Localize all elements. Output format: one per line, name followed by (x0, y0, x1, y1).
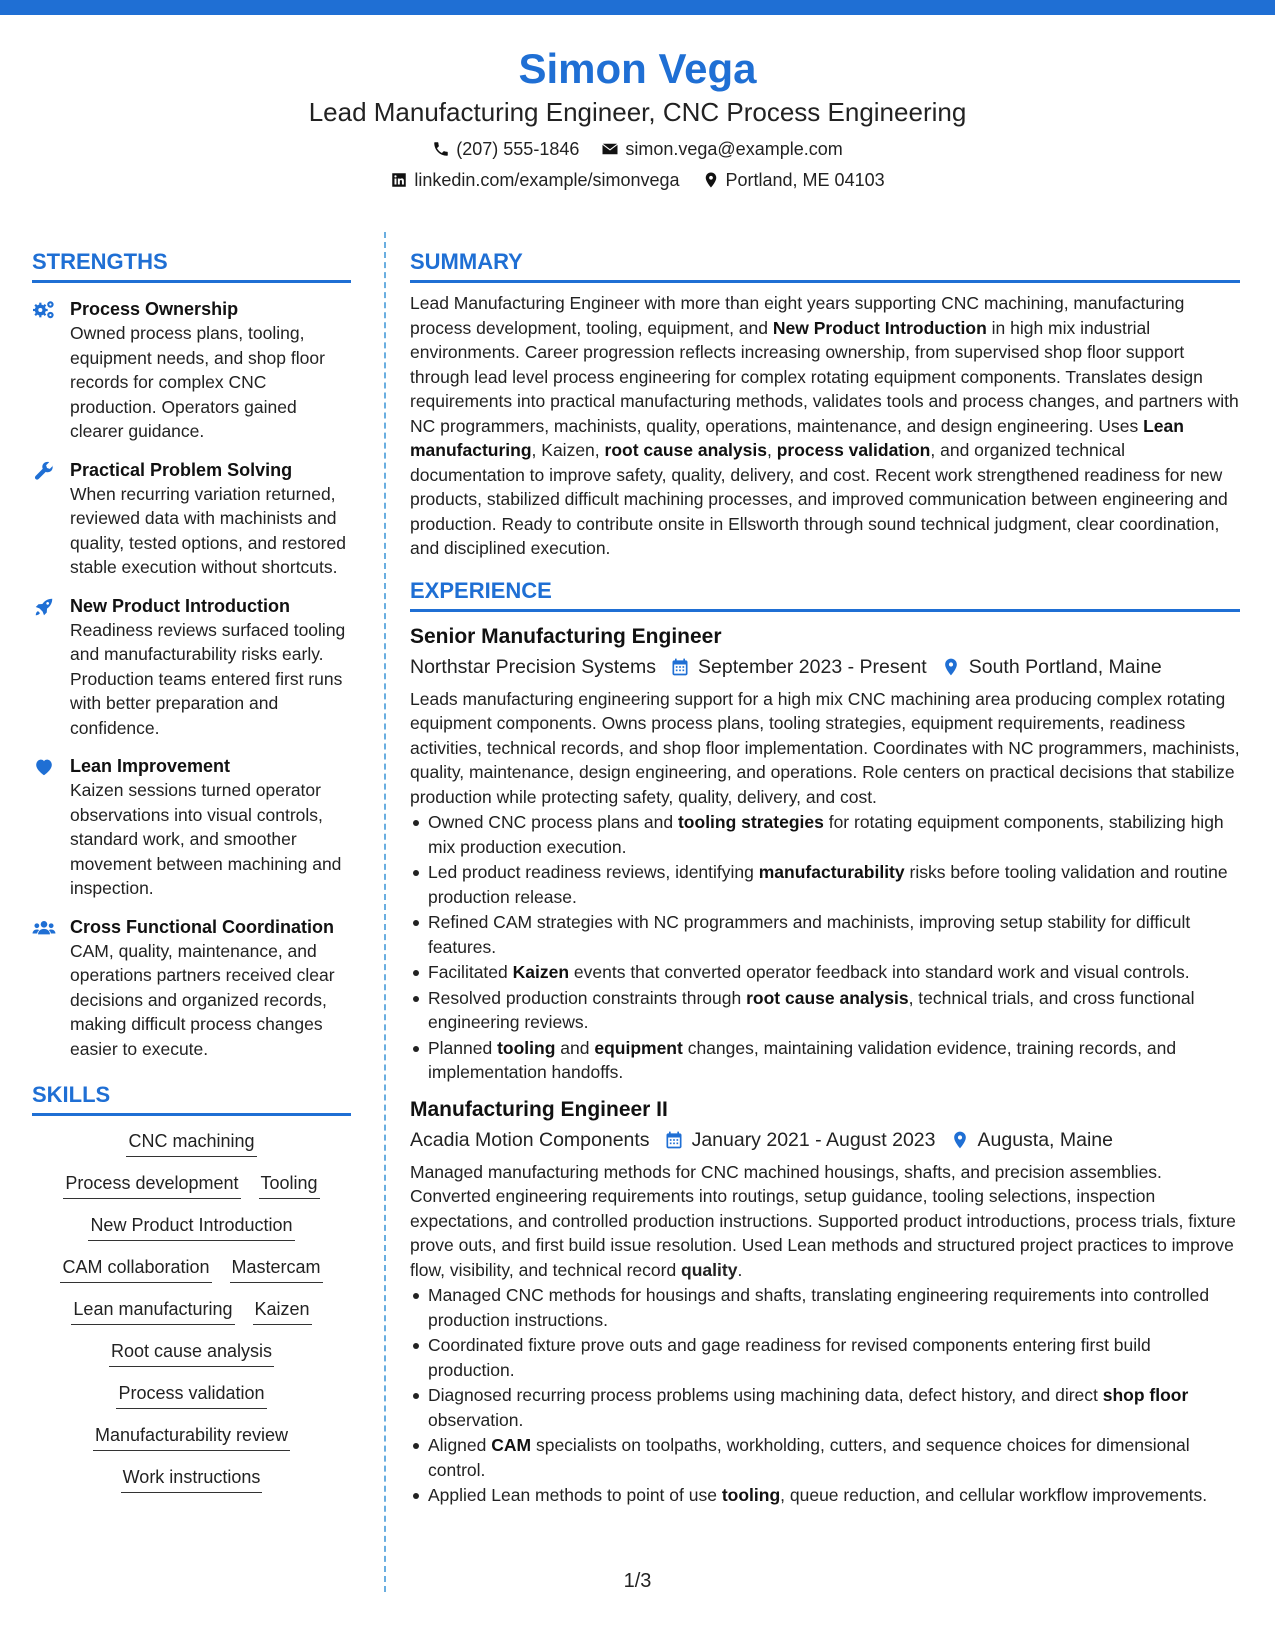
summary-text (410, 291, 1240, 561)
job-meta (410, 1126, 1240, 1154)
text-run: Facilitated (428, 962, 513, 982)
strength-desc: Kaizen sessions turned operator observations into visual controls, standard work, and smoother movement between machining and inspection. (70, 780, 342, 898)
bold-keyword: CAM (491, 1435, 532, 1455)
company-name: Acadia Motion Components (410, 1128, 650, 1151)
candidate-name: Simon Vega (518, 45, 757, 92)
text-run: changes, maintaining validation evidence, training records, and implementation handoffs. (428, 1037, 1177, 1082)
strength-item (32, 594, 351, 741)
skill-tag: CAM collaboration (60, 1254, 211, 1283)
skill-row (60, 1254, 322, 1283)
text-run: Diagnosed recurring process problems using machining data, defect history, and direct (428, 1385, 1103, 1405)
dates-text: September 2023 - Present (698, 655, 927, 678)
bold-keyword: shop floor (1102, 1385, 1189, 1405)
job-title: Manufacturing Engineer II (410, 1097, 668, 1121)
job-entry (410, 1095, 1240, 1508)
map-pin-icon (941, 657, 961, 677)
column-divider (384, 232, 386, 1592)
skill-tag: New Product Introduction (88, 1212, 294, 1241)
skill-tag: Process validation (116, 1380, 266, 1409)
text-run: Lead Manufacturing Engineer with more than eight years supporting CNC machining, manufacturing process development, tooling, equipment, and (410, 293, 1185, 338)
bold-keyword: tooling strategies (677, 812, 824, 832)
bullet-item (410, 910, 1240, 959)
text-run: Leads manufacturing engineering support for a high mix CNC machining area producing complex rotating equipment components. Owns process plans, tooling strategies, equipment requirements, readiness activities, technical records, and shop floor implementation. Coordinates with NC programmers, machinists, quality, maintenance, design engineering, and operations. Role centers on practical decisions that stabilize production while protecting safety, quality, delivery, and cost. (410, 688, 1240, 807)
skills-list (32, 1128, 351, 1506)
bullet-item (410, 1333, 1240, 1382)
job-bullets (410, 1283, 1240, 1508)
skill-tag: Root cause analysis (109, 1338, 274, 1367)
skill-row (121, 1464, 263, 1493)
bold-keyword: Lean manufacturing (410, 415, 1184, 460)
skill-row (116, 1380, 266, 1409)
text-run: Aligned (428, 1435, 492, 1455)
skill-row (109, 1338, 274, 1367)
skill-row (63, 1170, 319, 1199)
text-run: . (737, 1259, 743, 1280)
skill-tag: Mastercam (230, 1254, 323, 1283)
location-text: Augusta, Maine (977, 1128, 1114, 1151)
bold-keyword: New Product Introduction (772, 317, 987, 338)
bullet-item (410, 1483, 1240, 1508)
job-dates (664, 1126, 936, 1154)
contact-email[interactable] (601, 137, 842, 161)
bold-keyword: tooling (497, 1037, 556, 1058)
rocket-icon (32, 596, 56, 618)
right-column (410, 248, 1240, 1509)
text-run: , queue reduction, and cellular workflow improvements. (780, 1485, 1208, 1505)
text-run: , technical trials, and cross functional engineering reviews. (428, 987, 1195, 1032)
bold-keyword: quality (681, 1259, 738, 1280)
skill-tag: CNC machining (126, 1128, 256, 1157)
bold-keyword: tooling (721, 1485, 781, 1505)
text-run: Coordinated fixture prove outs and gage readiness for revised components entering first build production. (428, 1335, 1151, 1380)
text-run: Owned CNC process plans and (428, 812, 678, 832)
strength-item (32, 297, 351, 444)
strength-desc: Owned process plans, tooling, equipment needs, and shop floor records for complex CNC production. Operators gained clearer guidance. (70, 323, 325, 441)
linkedin-text: linkedin.com/example/simonvega (414, 170, 680, 190)
contact-row-2 (0, 168, 1275, 192)
job-description (410, 687, 1240, 810)
text-run: Managed manufacturing methods for CNC machined housings, shafts, and precision assemblies. Converted engineering requirements into routings, setup guidance, tooling selections, inspection expectations, and controlled production instructions. Supported product introductions, process trials, fixture prove outs, and first build issue resolution. Used Lean methods and structured project practices to improve flow, visibility, and technical record (410, 1161, 1236, 1280)
strengths-heading: STRENGTHS (32, 248, 351, 283)
text-run: , Kaizen, (531, 440, 605, 460)
dates-text: January 2021 - August 2023 (691, 1128, 936, 1151)
job-dates (670, 653, 927, 681)
experience-list (410, 622, 1240, 1508)
company-name: Northstar Precision Systems (410, 655, 656, 678)
job-description (410, 1160, 1240, 1283)
strength-title: Process Ownership (70, 299, 239, 319)
text-run: and (555, 1037, 595, 1058)
text-run: Managed CNC methods for housings and shafts, translating engineering requirements into controlled production instructions. (428, 1285, 1210, 1330)
bullet-item (410, 1283, 1240, 1332)
job-entry (410, 622, 1240, 1085)
skill-row (88, 1212, 294, 1241)
candidate-headline: Lead Manufacturing Engineer, CNC Process Engineering (308, 97, 967, 127)
envelope-icon (601, 140, 619, 158)
text-run: in high mix industrial environments. Career progression reflects increasing ownership, from supervised shop floor support through lead level process engineering for complex rotating equipment components. Translates design requirements into practical manufacturing methods, validates tools and process changes, and partners with NC programmers, machinists, quality, operations, maintenance, and design engineering. Uses (410, 317, 1239, 436)
bold-keyword: Kaizen (512, 962, 570, 982)
text-run: Refined CAM strategies with NC programmers and machinists, improving setup stability for difficult features. (428, 912, 1191, 957)
strength-title: Cross Functional Coordination (70, 916, 334, 937)
job-bullets (410, 810, 1240, 1085)
bullet-item (410, 860, 1240, 909)
bold-keyword: process validation (776, 440, 931, 460)
resume-header (0, 44, 1275, 192)
skill-tag: Kaizen (253, 1296, 312, 1325)
strength-item (32, 915, 351, 1062)
text-run: , and organized technical documentation to improve safety, quality, delivery, and cost. Recent work strengthened readiness for new products, stabilized difficult machining processes, and improved communication between engineering and production. Ready to contribute onsite in Ellsworth through sound technical judgment, clear coordination, and disciplined execution. (410, 440, 1228, 558)
skill-tag: Process development (63, 1170, 240, 1199)
job-meta (410, 653, 1240, 681)
contact-location (702, 168, 885, 192)
location-text: Portland, ME 04103 (725, 170, 885, 190)
skill-row (71, 1296, 311, 1325)
skill-row (93, 1422, 290, 1451)
skill-tag: Tooling (259, 1170, 320, 1199)
experience-heading: EXPERIENCE (410, 577, 1240, 612)
strength-desc: CAM, quality, maintenance, and operations partners received clear decisions and organized records, making difficult process changes easier to execute. (70, 940, 335, 1059)
bullet-item (410, 986, 1240, 1035)
summary-heading: SUMMARY (410, 248, 1240, 283)
text-run: , (766, 440, 777, 460)
skills-heading: SKILLS (32, 1081, 351, 1116)
strength-title: Lean Improvement (70, 756, 231, 776)
bold-keyword: equipment (594, 1037, 683, 1058)
location-text: South Portland, Maine (968, 655, 1162, 678)
bold-keyword: root cause analysis (746, 987, 909, 1008)
text-run: Applied Lean methods to point of use (428, 1485, 722, 1505)
text-run: Planned (428, 1037, 498, 1058)
bold-keyword: root cause analysis (604, 440, 767, 460)
map-pin-icon (702, 171, 720, 189)
job-location (941, 653, 1162, 681)
strength-title: New Product Introduction (70, 595, 290, 616)
page-number: 1/3 (623, 1570, 652, 1592)
users-icon (32, 917, 56, 939)
text-run: for rotating equipment components, stabilizing high mix production execution. (428, 812, 1224, 857)
phone-text: (207) 555-1846 (456, 139, 580, 159)
job-location (950, 1126, 1114, 1154)
skill-tag: Lean manufacturing (71, 1296, 234, 1325)
text-run: events that converted operator feedback into standard work and visual controls. (569, 962, 1190, 982)
map-pin-icon (950, 1130, 970, 1150)
calendar-icon (670, 657, 690, 677)
skill-row (126, 1128, 256, 1157)
contact-phone[interactable] (432, 137, 579, 161)
text-run: observation. (428, 1409, 524, 1430)
skill-tag: Work instructions (121, 1464, 263, 1493)
linkedin-icon (390, 171, 408, 189)
bold-keyword: manufacturability (758, 862, 905, 882)
strength-item (32, 754, 351, 901)
wrench-icon (32, 460, 56, 482)
text-run: risks before tooling validation and routine production release. (428, 862, 1228, 907)
text-run: specialists on toolpaths, workholding, cutters, and sequence choices for dimensional control. (428, 1435, 1190, 1480)
bullet-item (410, 1383, 1240, 1432)
skill-tag: Manufacturability review (93, 1422, 290, 1451)
contact-row-1 (0, 137, 1275, 161)
job-title: Senior Manufacturing Engineer (410, 624, 722, 648)
contact-linkedin[interactable] (390, 168, 679, 192)
text-run: Led product readiness reviews, identifying (428, 862, 759, 882)
bullet-item (410, 810, 1240, 859)
strengths-list (32, 297, 351, 1061)
bullet-item (410, 1433, 1240, 1482)
bullet-item (410, 960, 1240, 985)
email-text: simon.vega@example.com (625, 139, 843, 159)
strength-desc: Readiness reviews surfaced tooling and manufacturability risks early. Production teams entered first runs with better preparation and confidence. (70, 619, 346, 738)
gears-icon (32, 299, 56, 321)
strength-item (32, 458, 351, 580)
strength-title: Practical Problem Solving (70, 459, 293, 480)
top-accent-bar (0, 0, 1275, 15)
strength-desc: When recurring variation returned, reviewed data with machinists and quality, tested options, and restored stable execution without shortcuts. (70, 483, 346, 577)
bullet-item (410, 1036, 1240, 1085)
phone-icon (432, 140, 450, 158)
calendar-icon (664, 1130, 684, 1150)
left-column (32, 248, 351, 1506)
text-run: Resolved production constraints through (428, 987, 747, 1008)
heart-icon (32, 756, 56, 778)
